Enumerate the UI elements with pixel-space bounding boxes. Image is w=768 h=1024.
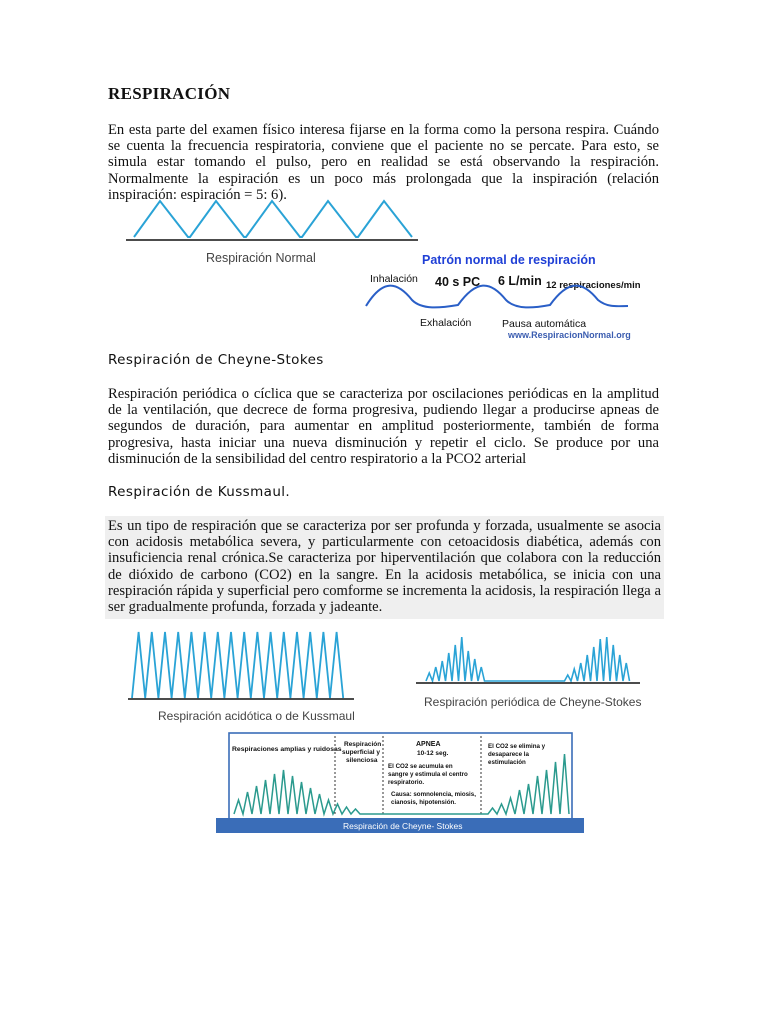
- website-label: www.RespiracionNormal.org: [508, 330, 631, 340]
- svg-text:desaparece la: desaparece la: [488, 751, 529, 758]
- kussmaul-caption: Respiración acidótica o de Kussmaul: [158, 709, 355, 723]
- normal-breathing-wave: [134, 201, 412, 237]
- normal-pattern-figure: [360, 248, 650, 343]
- resp-min-label: 12 respiraciones/min: [546, 280, 641, 291]
- pattern-title: Patrón normal de respiración: [422, 253, 596, 267]
- intro-paragraph: En esta parte del examen físico interesa fijarse en la forma como la persona respira. Cuándo se cuenta la frecuencia respiratoria, conviene que el paciente no se percate. Para esto, se simula estar tomando el pulso, pero en realidad se está observando la respiración. Normalmente la espiración es un poco más prolongada que la inspiración (relación inspiración: espiración = 5: 6).: [108, 122, 659, 203]
- svg-text:respiratorio.: respiratorio.: [388, 779, 425, 786]
- svg-text:estimulación: estimulación: [488, 759, 526, 766]
- kussmaul-figure: [128, 626, 358, 724]
- svg-text:El CO2 se elimina y: El CO2 se elimina y: [488, 743, 546, 750]
- svg-text:superficial y: superficial y: [342, 749, 380, 756]
- kussmaul-paragraph: Es un tipo de respiración que se caracteriza por ser profunda y forzada, usualmente se asocia con acidosis metabólica severa, y particularmente con cetoacidosis diabética, además con insuficiencia renal crónica.Se caracteriza por hiperventilación que colabora con la reducción de dióxido de carbono (CO2) en la sangre. En la acidosis metabólica, se inicia con una respiración rápida y superficial pero comforme se incrementa la acidosis, la respiración llega a ser gradualmente profunda, forzada y jadeante.: [105, 516, 664, 619]
- svg-text:Causa: somnolencia, miosis,: Causa: somnolencia, miosis,: [391, 791, 476, 798]
- detail-banner-label: Respiración de Cheyne- Stokes: [343, 821, 463, 831]
- box1-label: Respiraciones amplias y ruidosas: [232, 746, 342, 753]
- svg-text:silenciosa: silenciosa: [346, 757, 378, 764]
- cheyne-periodic-caption: Respiración periódica de Cheyne-Stokes: [424, 695, 642, 709]
- kussmaul-wave: [132, 632, 343, 698]
- svg-text:Respiración: Respiración: [344, 741, 382, 748]
- pause-label: Pausa automática: [502, 318, 587, 330]
- exhalation-label: Exhalación: [420, 317, 472, 329]
- svg-text:El CO2 se acumula en: El CO2 se acumula en: [388, 763, 453, 770]
- heading-kussmaul: Respiración de Kussmaul.: [108, 484, 291, 500]
- cheyne-periodic-figure: [412, 626, 644, 712]
- heading-cheyne-stokes: Respiración de Cheyne-Stokes: [108, 352, 324, 368]
- pc-label: 40 s PC: [435, 275, 481, 289]
- cheyne-stokes-paragraph: Respiración periódica o cíclica que se caracteriza por oscilaciones periódicas en la amplitud de la ventilación, que decrece de forma progresiva, pudiendo llegar a producirse apneas de segundos de duración, para aumentar en amplitud posteriormente, también de forma progresiva, hasta iniciar una nueva disminución y repetir el ciclo. Se produce por una disminución de la sensibilidad del centro respiratorio a la PCO2 arterial: [108, 386, 659, 467]
- svg-text:sangre y estimula el centro: sangre y estimula el centro: [388, 771, 468, 778]
- svg-text:cianosis, hipotensión.: cianosis, hipotensión.: [391, 799, 456, 806]
- lmin-label: 6 L/min: [498, 274, 542, 288]
- normal-caption: Respiración Normal: [206, 251, 316, 265]
- cheyne-periodic-wave: [426, 637, 630, 681]
- apnea-label: APNEA: [416, 741, 441, 748]
- svg-text:10-12 seg.: 10-12 seg.: [417, 750, 449, 757]
- cheyne-detail-figure: [216, 730, 586, 834]
- page-title: RESPIRACIÓN: [108, 84, 231, 103]
- inhalation-label: Inhalación: [370, 273, 418, 285]
